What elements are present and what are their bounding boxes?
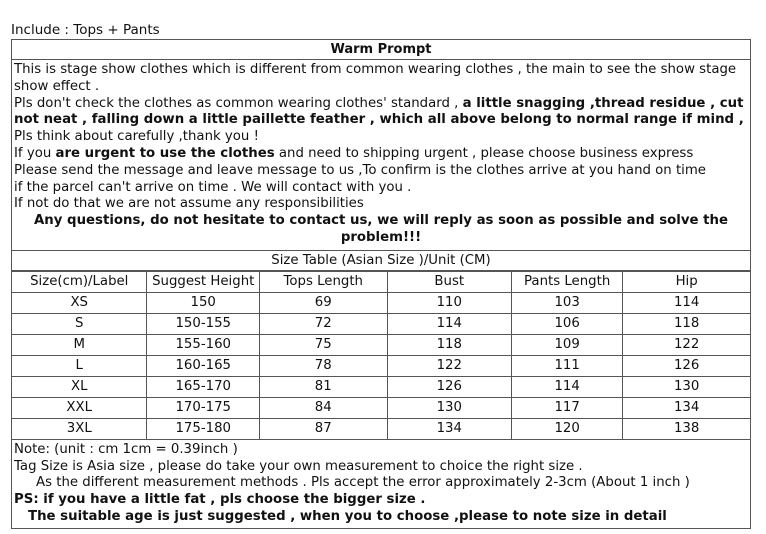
table-cell: 72 [259, 313, 387, 334]
table-cell: 126 [623, 355, 750, 376]
column-header: Size(cm)/Label [12, 271, 147, 292]
prompt-line: If you are urgent to use the clothes and need to shipping urgent , please choose business express [14, 145, 694, 161]
note-line: Tag Size is Asia size , please do take your own measurement to choice the right size . [14, 458, 583, 474]
table-cell: 84 [259, 397, 387, 418]
table-cell: 150 [147, 292, 259, 313]
prompt-line: if the parcel can't arrive on time . We will contact with you . [14, 179, 412, 195]
table-cell: 114 [387, 313, 511, 334]
table-row [12, 334, 750, 355]
table-cell: 138 [623, 418, 750, 439]
table-cell: 160-165 [147, 355, 259, 376]
table-cell: 126 [387, 376, 511, 397]
table-cell: 122 [623, 334, 750, 355]
warm-prompt-body [12, 60, 750, 250]
table-row [12, 397, 750, 418]
table-cell: 155-160 [147, 334, 259, 355]
column-header: Bust [387, 271, 511, 292]
table-cell: 87 [259, 418, 387, 439]
table-cell: 110 [387, 292, 511, 313]
table-row [12, 376, 750, 397]
table-cell: 81 [259, 376, 387, 397]
table-cell: 134 [387, 418, 511, 439]
table-cell: 170-175 [147, 397, 259, 418]
info-panel [11, 39, 751, 529]
contact-line: Any questions, do not hesitate to contact us, we will reply as soon as possible and solve the problem!!! [34, 213, 728, 245]
table-row [12, 313, 750, 334]
ps-note: PS: if you have a little fat , pls choose the bigger size . [14, 492, 426, 508]
table-cell: 3XL [12, 418, 147, 439]
table-cell: 109 [511, 334, 622, 355]
table-row [12, 355, 750, 376]
column-header: Pants Length [511, 271, 622, 292]
table-cell: 106 [511, 313, 622, 334]
table-cell: 103 [511, 292, 622, 313]
cropped-banner-text [0, 0, 766, 4]
table-cell: 130 [623, 376, 750, 397]
column-header: Suggest Height [147, 271, 259, 292]
prompt-line: Pls don't check the clothes as common wearing clothes' standard , a little snagging ,thread residue , cut not neat , falling down a little paillette feather , which all above belong to normal range if mind , [14, 95, 744, 128]
include-text: Include : Tops + Pants [11, 22, 160, 38]
table-row [12, 292, 750, 313]
warm-prompt-title: Warm Prompt [12, 40, 750, 60]
table-cell: 69 [259, 292, 387, 313]
table-cell: XL [12, 376, 147, 397]
table-cell: 122 [387, 355, 511, 376]
prompt-line: Please send the message and leave message to us ,To confirm is the clothes arrive at you hand on time [14, 162, 706, 178]
column-header: Tops Length [259, 271, 387, 292]
table-cell: 78 [259, 355, 387, 376]
table-cell: 150-155 [147, 313, 259, 334]
table-cell: XS [12, 292, 147, 313]
table-cell: 134 [623, 397, 750, 418]
notes-section [12, 439, 750, 528]
prompt-line: This is stage show clothes which is different from common wearing clothes , the main to see the show stage show effect . [14, 62, 737, 94]
table-cell: 118 [387, 334, 511, 355]
table-cell: 111 [511, 355, 622, 376]
table-cell: 175-180 [147, 418, 259, 439]
table-cell: 118 [623, 313, 750, 334]
column-header: Hip [623, 271, 750, 292]
table-cell: S [12, 313, 147, 334]
table-row [12, 418, 750, 439]
note-line: Note: (unit : cm 1cm = 0.39inch ) [14, 441, 238, 457]
table-cell: 75 [259, 334, 387, 355]
prompt-line: Pls think about carefully ,thank you ! [14, 129, 259, 145]
table-cell: M [12, 334, 147, 355]
table-cell: XXL [12, 397, 147, 418]
table-cell: 114 [623, 292, 750, 313]
size-table [12, 271, 750, 439]
table-cell: 120 [511, 418, 622, 439]
note-line: As the different measurement methods . Pls accept the error approximately 2-3cm (About 1 inch ) [36, 475, 690, 491]
prompt-line: If not do that we are not assume any responsibilities [14, 196, 364, 212]
table-cell: 114 [511, 376, 622, 397]
table-cell: L [12, 355, 147, 376]
table-header-row [12, 271, 750, 292]
table-cell: 130 [387, 397, 511, 418]
size-table-title: Size Table (Asian Size )/Unit (CM) [12, 250, 750, 271]
age-note: The suitable age is just suggested , when you to choose ,please to note size in detail [28, 508, 667, 524]
table-cell: 117 [511, 397, 622, 418]
table-cell: 165-170 [147, 376, 259, 397]
